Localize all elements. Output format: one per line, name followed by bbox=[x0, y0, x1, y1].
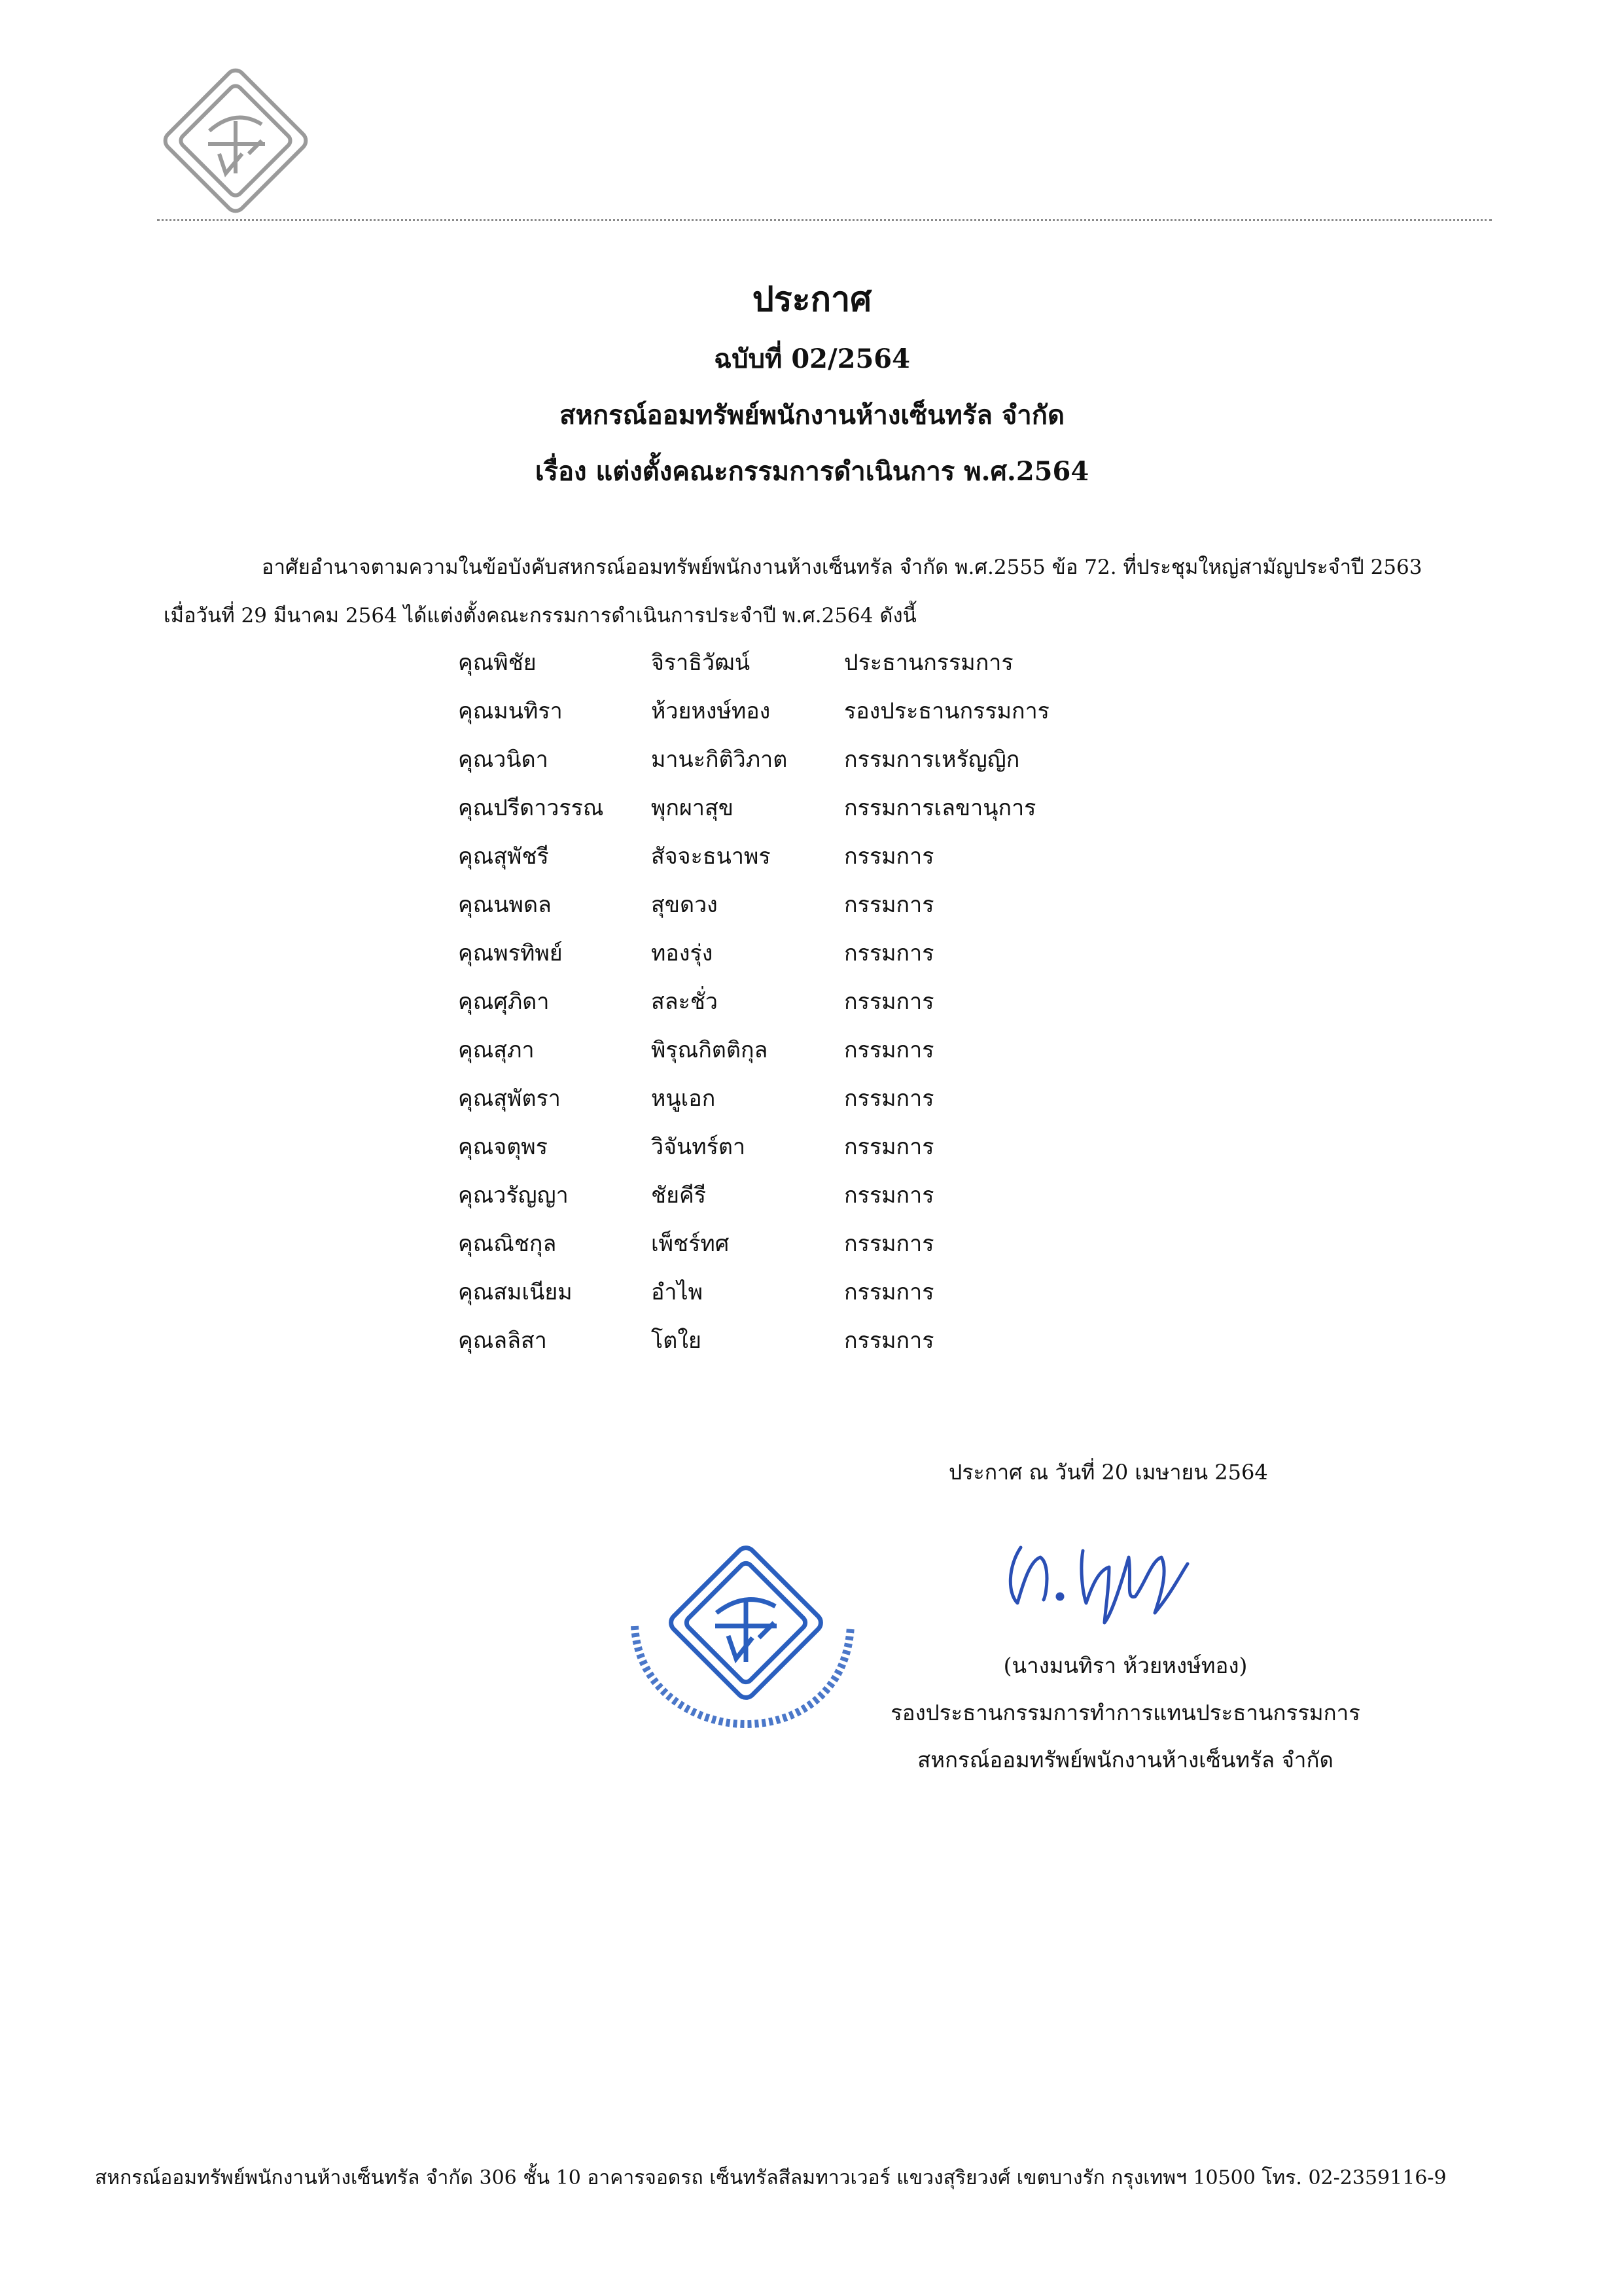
member-last-name: โตใย bbox=[651, 1328, 701, 1354]
member-last-name: หนูเอก bbox=[651, 1086, 716, 1112]
member-first-name: คุณพรทิพย์ bbox=[458, 940, 563, 966]
member-row bbox=[458, 928, 1171, 977]
member-last-name: วิจันทร์ตา bbox=[651, 1134, 746, 1160]
member-last-name: ทองรุ่ง bbox=[651, 940, 713, 966]
member-row bbox=[458, 1122, 1171, 1171]
member-position: กรรมการ bbox=[844, 1279, 934, 1305]
title-block bbox=[0, 268, 1624, 500]
member-first-name: คุณณิชกุล bbox=[458, 1231, 557, 1257]
member-position: กรรมการ bbox=[844, 1182, 934, 1209]
member-position: กรรมการ bbox=[844, 843, 934, 870]
member-first-name: คุณลลิสา bbox=[458, 1328, 547, 1354]
handwritten-signature bbox=[995, 1521, 1197, 1633]
member-row bbox=[458, 1074, 1171, 1122]
member-row bbox=[458, 1219, 1171, 1267]
member-first-name: คุณปรีดาวรรณ bbox=[458, 795, 604, 821]
footer-address: สหกรณ์ออมทรัพย์พนักงานห้างเซ็นทรัล จำกัด 306 ชั้น 10 อาคารจอดรถ เซ็นทรัลสีลมทาวเวอร์ แขวงสุริยวงศ์ เขตบางรัก กรุงเทพฯ 10500 โทร. 02-2359116-9 bbox=[95, 2166, 1447, 2189]
member-first-name: คุณสุภา bbox=[458, 1037, 535, 1063]
member-row bbox=[458, 735, 1171, 783]
member-position: กรรมการ bbox=[844, 1134, 934, 1160]
member-first-name: คุณพิชัย bbox=[458, 650, 537, 676]
member-last-name: ห้วยหงษ์ทอง bbox=[651, 698, 771, 724]
member-position: รองประธานกรรมการ bbox=[844, 698, 1050, 724]
member-row bbox=[458, 638, 1171, 686]
signatory-name: (นางมนทิรา ห้วยหงษ์ทอง) bbox=[1003, 1653, 1248, 1678]
member-last-name: สละชั่ว bbox=[651, 989, 718, 1015]
member-position: กรรมการ bbox=[844, 892, 934, 918]
member-position: ประธานกรรมการ bbox=[844, 650, 1014, 676]
member-first-name: คุณสุพัตรา bbox=[458, 1086, 561, 1112]
member-row bbox=[458, 1171, 1171, 1219]
member-first-name: คุณวรัญญา bbox=[458, 1182, 569, 1209]
member-position: กรรมการเลขานุการ bbox=[844, 795, 1036, 821]
header-divider bbox=[157, 219, 1492, 221]
member-first-name: คุณศุภิดา bbox=[458, 989, 550, 1015]
announcement-number: ฉบับที่ 02/2564 bbox=[714, 344, 910, 374]
member-first-name: คุณนพดล bbox=[458, 892, 552, 918]
member-row bbox=[458, 686, 1171, 735]
member-last-name: มานะกิติวิภาต bbox=[651, 747, 788, 773]
member-last-name: อำไพ bbox=[651, 1279, 703, 1305]
member-position: กรรมการ bbox=[844, 1328, 934, 1354]
organization-name: สหกรณ์ออมทรัพย์พนักงานห้างเซ็นทรัล จำกัด bbox=[559, 400, 1065, 431]
member-first-name: คุณวนิดา bbox=[458, 747, 548, 773]
member-first-name: คุณมนทิรา bbox=[458, 698, 563, 724]
member-position: กรรมการ bbox=[844, 940, 934, 966]
member-row bbox=[458, 880, 1171, 928]
member-position: กรรมการ bbox=[844, 1037, 934, 1063]
cooperative-logo-icon bbox=[157, 62, 314, 219]
signatory-organization: สหกรณ์ออมทรัพย์พนักงานห้างเซ็นทรัล จำกัด bbox=[917, 1747, 1333, 1773]
member-position: กรรมการ bbox=[844, 1086, 934, 1112]
body-line-2: เมื่อวันที่ 29 มีนาคม 2564 ได้แต่งตั้งคณะกรรมการดำเนินการประจำปี พ.ศ.2564 ดังนี้ bbox=[164, 604, 917, 627]
body-paragraph bbox=[164, 543, 1505, 640]
signatory-role: รองประธานกรรมการทำการแทนประธานกรรมการ bbox=[891, 1700, 1360, 1725]
signatory-block bbox=[838, 1642, 1413, 1784]
body-line-1: อาศัยอำนาจตามความในข้อบังคับสหกรณ์ออมทรัพย์พนักงานห้างเซ็นทรัล จำกัด พ.ศ.2555 ข้อ 72. ที่ประชุมใหญ่สามัญประจำปี 2563 bbox=[262, 556, 1422, 579]
announcement-heading: ประกาศ bbox=[752, 279, 872, 319]
announcement-date: ประกาศ ณ วันที่ 20 เมษายน 2564 bbox=[949, 1460, 1268, 1485]
member-last-name: จิราธิวัฒน์ bbox=[651, 650, 750, 676]
member-row bbox=[458, 1316, 1171, 1364]
member-row bbox=[458, 1267, 1171, 1316]
member-position: กรรมการ bbox=[844, 1231, 934, 1257]
member-last-name: สัจจะธนาพร bbox=[651, 843, 771, 870]
member-last-name: พิรุณกิตติกุล bbox=[651, 1037, 768, 1063]
member-position: กรรมการเหรัญญิก bbox=[844, 747, 1020, 773]
member-last-name: สุขดวง bbox=[651, 892, 718, 918]
member-position: กรรมการ bbox=[844, 989, 934, 1015]
member-first-name: คุณสุพัชรี bbox=[458, 843, 549, 870]
committee-member-list bbox=[458, 638, 1171, 1364]
member-row bbox=[458, 783, 1171, 832]
announcement-subject: เรื่อง แต่งตั้งคณะกรรมการดำเนินการ พ.ศ.2564 bbox=[535, 456, 1089, 487]
member-last-name: ชัยคีรี bbox=[651, 1182, 707, 1209]
member-row bbox=[458, 1025, 1171, 1074]
member-first-name: คุณจตุพร bbox=[458, 1134, 548, 1160]
member-first-name: คุณสมเนียม bbox=[458, 1279, 573, 1305]
cooperative-seal-stamp-icon bbox=[618, 1528, 867, 1737]
member-row bbox=[458, 832, 1171, 880]
member-row bbox=[458, 977, 1171, 1025]
member-last-name: พุกผาสุข bbox=[651, 795, 734, 821]
member-last-name: เพ็ชร์ทศ bbox=[651, 1231, 730, 1257]
